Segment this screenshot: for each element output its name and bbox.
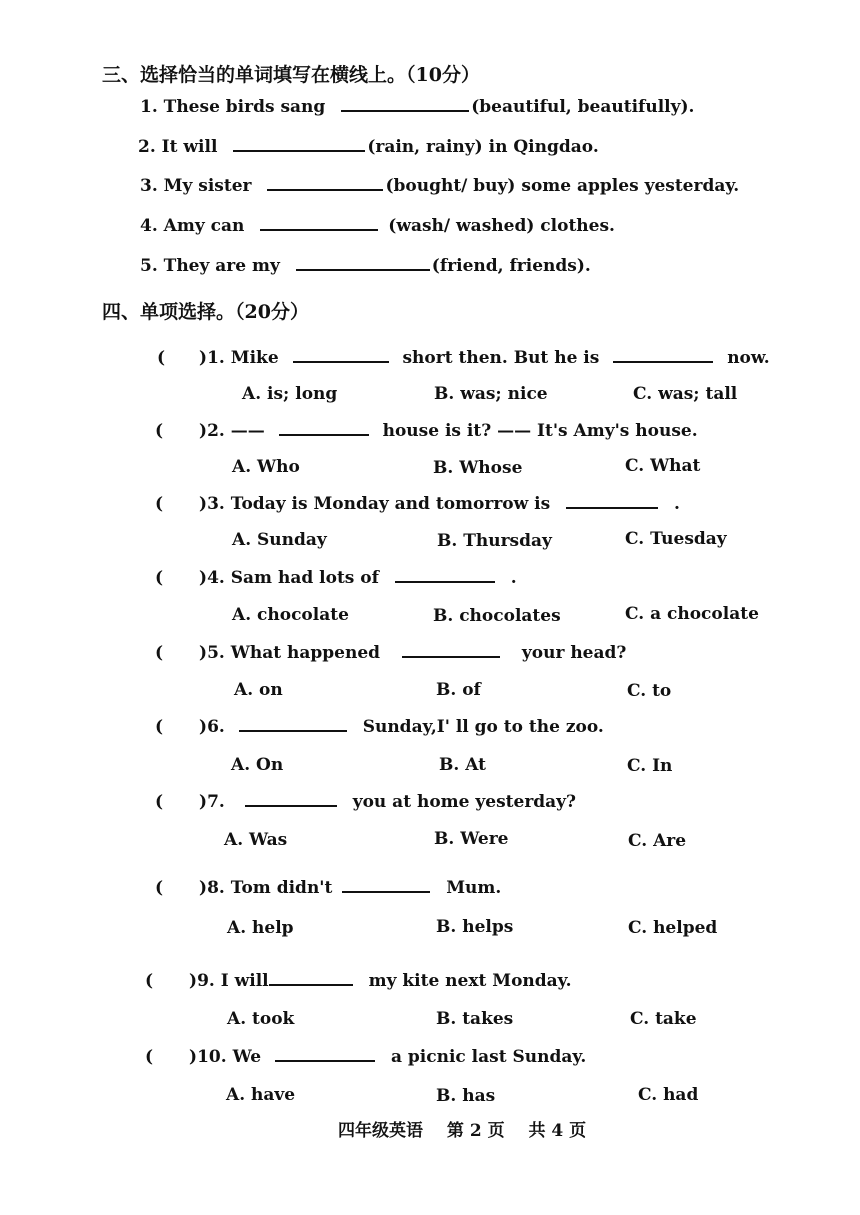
option-b[interactable]: B. was; nice bbox=[434, 384, 548, 404]
answer-paren: ( bbox=[155, 421, 164, 441]
option-c[interactable]: C. In bbox=[627, 756, 673, 776]
option-b[interactable]: B. helps bbox=[436, 917, 514, 937]
option-c[interactable]: C. had bbox=[638, 1085, 699, 1105]
question-number: )6. bbox=[199, 717, 225, 737]
footer-total: 共 4 页 bbox=[528, 1121, 587, 1141]
question-number: )10. bbox=[189, 1047, 227, 1067]
answer-slot-1[interactable] bbox=[165, 362, 199, 363]
fill-item-5-options: (friend, friends). bbox=[431, 256, 591, 276]
answer-paren: ( bbox=[145, 1047, 154, 1067]
answer-slot-9[interactable] bbox=[153, 985, 189, 986]
option-a[interactable]: A. on bbox=[234, 680, 283, 700]
fill-item-2-options: (rain, rainy) in Qingdao. bbox=[367, 137, 599, 157]
footer-subject: 四年级英语 bbox=[338, 1121, 423, 1141]
question-blank[interactable] bbox=[566, 506, 658, 509]
answer-paren: ( bbox=[155, 717, 164, 737]
question-text: Sunday,I' ll go to the zoo. bbox=[362, 717, 604, 737]
option-a[interactable]: A. chocolate bbox=[232, 605, 349, 625]
fill-item-1 bbox=[140, 97, 694, 117]
answer-slot-2[interactable] bbox=[163, 435, 199, 436]
question-4 bbox=[155, 568, 517, 588]
fill-item-4-options: (wash/ washed) clothes. bbox=[388, 216, 615, 236]
answer-slot-7[interactable] bbox=[163, 806, 199, 807]
fill-item-5 bbox=[140, 256, 591, 276]
fill-item-3-options: (bought/ buy) some apples yesterday. bbox=[385, 176, 740, 196]
question-number: )7. bbox=[199, 792, 225, 812]
option-c[interactable]: C. Are bbox=[628, 831, 687, 851]
question-10 bbox=[145, 1047, 586, 1067]
answer-paren: ( bbox=[155, 568, 164, 588]
option-a[interactable]: A. Sunday bbox=[232, 530, 327, 550]
answer-paren: ( bbox=[157, 348, 166, 368]
option-c[interactable]: C. was; tall bbox=[633, 384, 738, 404]
question-text: Mum. bbox=[446, 878, 502, 898]
question-1 bbox=[157, 348, 770, 368]
option-a[interactable]: A. is; long bbox=[242, 384, 338, 404]
section3-title: 三、选择恰当的单词填写在横线上。（10分） bbox=[102, 64, 480, 86]
fill-item-5-blank[interactable] bbox=[296, 268, 430, 271]
question-text: my kite next Monday. bbox=[368, 971, 572, 991]
question-5 bbox=[155, 643, 626, 663]
question-blank[interactable] bbox=[275, 1059, 375, 1062]
question-text: you at home yesterday? bbox=[352, 792, 577, 812]
question-number: )5. bbox=[199, 643, 225, 663]
option-b[interactable]: B. takes bbox=[436, 1009, 514, 1029]
question-text: Sam had lots of bbox=[230, 568, 379, 588]
fill-item-5-text: 5. They are my bbox=[140, 256, 280, 276]
option-b[interactable]: B. Were bbox=[434, 829, 509, 849]
option-a[interactable]: A. Was bbox=[224, 830, 288, 850]
question-blank[interactable] bbox=[613, 360, 713, 363]
option-b[interactable]: B. Thursday bbox=[437, 531, 552, 551]
question-text: now. bbox=[727, 348, 770, 368]
question-7 bbox=[155, 792, 576, 812]
question-blank[interactable] bbox=[279, 433, 369, 436]
answer-slot-8[interactable] bbox=[163, 892, 199, 893]
option-c[interactable]: C. to bbox=[627, 681, 672, 701]
question-text: Today is Monday and tomorrow is bbox=[230, 494, 551, 514]
option-c[interactable]: C. a chocolate bbox=[625, 604, 759, 624]
option-b[interactable]: B. of bbox=[436, 680, 481, 700]
option-a[interactable]: A. have bbox=[226, 1085, 296, 1105]
section4-title: 四、单项选择。（20分） bbox=[102, 301, 309, 323]
question-text: a picnic last Sunday. bbox=[390, 1047, 587, 1067]
question-text: Tom didn't bbox=[230, 878, 333, 898]
fill-item-1-options: (beautiful, beautifully). bbox=[471, 97, 695, 117]
option-b[interactable]: B. At bbox=[439, 755, 486, 775]
option-a[interactable]: A. Who bbox=[232, 457, 300, 477]
question-blank[interactable] bbox=[239, 729, 347, 732]
question-number: )9. bbox=[189, 971, 215, 991]
question-text: . bbox=[674, 494, 680, 514]
question-blank[interactable] bbox=[245, 804, 337, 807]
option-a[interactable]: A. On bbox=[231, 755, 284, 775]
answer-slot-5[interactable] bbox=[163, 657, 199, 658]
question-number: )3. bbox=[199, 494, 225, 514]
question-blank[interactable] bbox=[342, 890, 430, 893]
question-text: Mike bbox=[230, 348, 279, 368]
option-c[interactable]: C. Tuesday bbox=[625, 529, 727, 549]
answer-paren: ( bbox=[155, 643, 164, 663]
option-b[interactable]: B. has bbox=[436, 1086, 496, 1106]
fill-item-3-blank[interactable] bbox=[267, 188, 383, 191]
question-text: your head? bbox=[521, 643, 627, 663]
question-text: We bbox=[232, 1047, 262, 1067]
question-number: )8. bbox=[199, 878, 225, 898]
answer-paren: ( bbox=[155, 494, 164, 514]
question-text: What happened bbox=[230, 643, 381, 663]
question-8 bbox=[155, 878, 501, 898]
option-c[interactable]: C. helped bbox=[628, 918, 718, 938]
answer-slot-10[interactable] bbox=[153, 1061, 189, 1062]
option-b[interactable]: B. chocolates bbox=[433, 606, 561, 626]
question-number: )2. bbox=[199, 421, 225, 441]
question-blank[interactable] bbox=[269, 983, 353, 986]
question-text: —— bbox=[230, 421, 265, 441]
answer-paren: ( bbox=[155, 878, 164, 898]
question-3 bbox=[155, 494, 680, 514]
question-number: )1. bbox=[199, 348, 225, 368]
answer-paren: ( bbox=[155, 792, 164, 812]
fill-item-2 bbox=[138, 137, 599, 157]
fill-item-3-text: 3. My sister bbox=[140, 176, 252, 196]
fill-item-1-blank[interactable] bbox=[341, 109, 469, 112]
option-a[interactable]: A. help bbox=[227, 918, 294, 938]
fill-item-4-text: 4. Amy can bbox=[140, 216, 245, 236]
question-blank[interactable] bbox=[395, 580, 495, 583]
answer-slot-3[interactable] bbox=[163, 508, 199, 509]
answer-paren: ( bbox=[145, 971, 154, 991]
fill-item-1-text: 1. These birds sang bbox=[140, 97, 326, 117]
question-number: )4. bbox=[199, 568, 225, 588]
answer-slot-4[interactable] bbox=[163, 582, 199, 583]
question-9 bbox=[145, 971, 572, 991]
question-text: short then. But he is bbox=[402, 348, 600, 368]
question-2 bbox=[155, 421, 698, 441]
fill-item-2-text: 2. It will bbox=[138, 137, 218, 157]
footer-page: 第 2 页 bbox=[446, 1121, 505, 1141]
question-blank[interactable] bbox=[293, 360, 389, 363]
option-c[interactable]: C. take bbox=[630, 1009, 697, 1029]
fill-item-2-blank[interactable] bbox=[233, 149, 365, 152]
question-text: . bbox=[510, 568, 517, 588]
question-text: house is it? —— It's Amy's house. bbox=[382, 421, 698, 441]
fill-item-3 bbox=[140, 176, 739, 196]
page-footer bbox=[338, 1116, 586, 1141]
answer-slot-6[interactable] bbox=[163, 731, 199, 732]
fill-item-4-blank[interactable] bbox=[260, 228, 378, 231]
fill-item-4 bbox=[140, 216, 615, 236]
question-blank[interactable] bbox=[402, 655, 500, 658]
option-a[interactable]: A. took bbox=[227, 1009, 295, 1029]
option-c[interactable]: C. What bbox=[625, 456, 701, 476]
question-text: I will bbox=[220, 971, 269, 991]
option-b[interactable]: B. Whose bbox=[433, 458, 523, 478]
question-6 bbox=[155, 717, 604, 737]
